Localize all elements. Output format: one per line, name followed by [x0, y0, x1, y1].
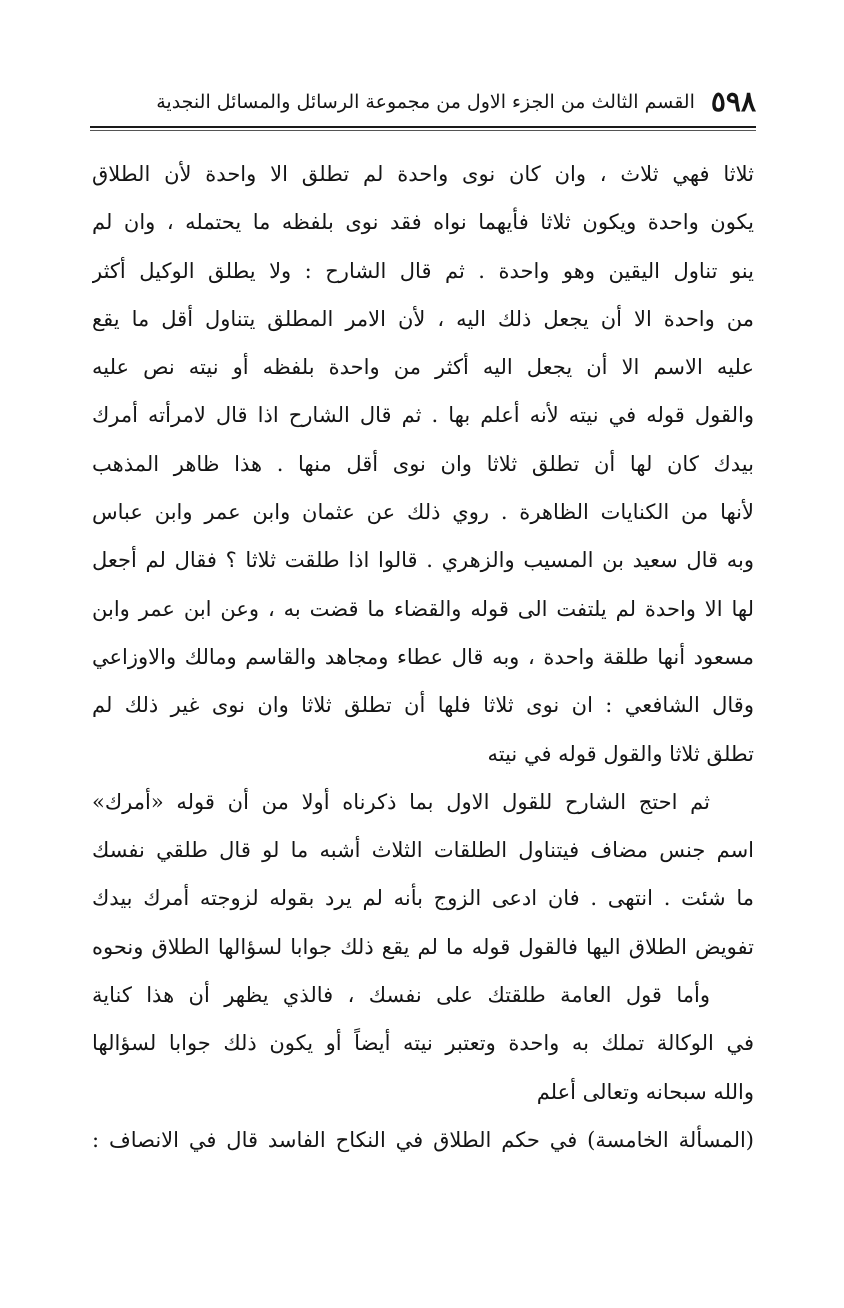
text-line-21: (المسألة الخامسة) في حكم الطلاق في النكاح الفاسد قال في الانصاف :: [92, 1127, 754, 1152]
running-title: القسم الثالث من الجزء الاول من مجموعة الرسائل والمسائل النجدية: [156, 90, 695, 113]
text-line-1: ثلاثا فهي ثلاث ، وان كان نوى واحدة لم تطلق الا واحدة لأن الطلاق: [92, 162, 754, 186]
text-line-19: في الوكالة تملك به واحدة وتعتبر نيته أيضاً أو يكون ذلك جوابا لسؤالها: [92, 1031, 754, 1056]
text-line-13: تطلق ثلاثا والقول قوله في نيته: [487, 741, 754, 766]
text-line-15: اسم جنس مضاف فيتناول الطلقات الثلاث أشبه ما لو قال طلقي نفسك: [92, 838, 754, 863]
text-line-20: والله سبحانه وتعالى أعلم: [536, 1079, 754, 1104]
text-line-5: عليه الاسم الا أن يجعل اليه أكثر من واحدة بلفظه أو نيته نص عليه: [92, 355, 754, 380]
text-line-7: بيدك كان لها أن تطلق ثلاثا وان نوى أقل منها . هذا ظاهر المذهب: [92, 451, 754, 476]
header-rule: [90, 126, 756, 128]
text-line-9: وبه قال سعيد بن المسيب والزهري . قالوا اذا طلقت ثلاثا ؟ فقال لم أجعل: [92, 548, 754, 573]
text-line-10: لها الا واحدة لم يلتفت الى قوله والقضاء ما قضت به ، وعن ابن عمر وابن: [92, 596, 754, 621]
text-line-4: من واحدة الا أن يجعل ذلك اليه ، لأن الامر المطلق يتناول أقل ما يقع: [92, 306, 754, 331]
body-text: [92, 150, 754, 1164]
text-line-16: ما شئت . انتهى . فان ادعى الزوج بأنه لم يرد بقوله لزوجته أمرك بيدك: [92, 886, 754, 911]
text-line-11: مسعود أنها طلقة واحدة ، وبه قال عطاء ومجاهد والقاسم ومالك والاوزاعي: [92, 644, 754, 669]
text-line-2: يكون واحدة ويكون ثلاثا فأيهما نواه فقد نوى بلفظه ما يحتمله ، وان لم: [92, 210, 754, 235]
text-line-18: وأما قول العامة طلقتك على نفسك ، فالذي يظهر أن هذا كناية: [92, 983, 710, 1008]
header-rule-thin: [90, 130, 756, 131]
text-line-8: لأنها من الكنايات الظاهرة . روي ذلك عن عثمان وابن عمر وابن عباس: [92, 500, 754, 525]
text-line-17: تفويض الطلاق اليها فالقول قوله ما لم يقع ذلك جوابا لسؤالها الطلاق ونحوه: [92, 934, 754, 959]
text-line-14: ثم احتج الشارح للقول الاول بما ذكرناه أولا من أن قوله «أمرك»: [92, 789, 710, 814]
page-header: [88, 80, 756, 124]
page-number: ٥٩٨: [710, 85, 756, 118]
text-line-6: والقول قوله في نيته لأنه أعلم بها . ثم قال الشارح اذا قال لامرأته أمرك: [92, 403, 754, 428]
text-line-12: وقال الشافعي : ان نوى ثلاثا فلها أن تطلق ثلاثا وان نوى غير ذلك لم: [92, 693, 754, 718]
text-line-3: ينو تناول اليقين وهو واحدة . ثم قال الشارح : ولا يطلق الوكيل أكثر: [92, 258, 754, 283]
